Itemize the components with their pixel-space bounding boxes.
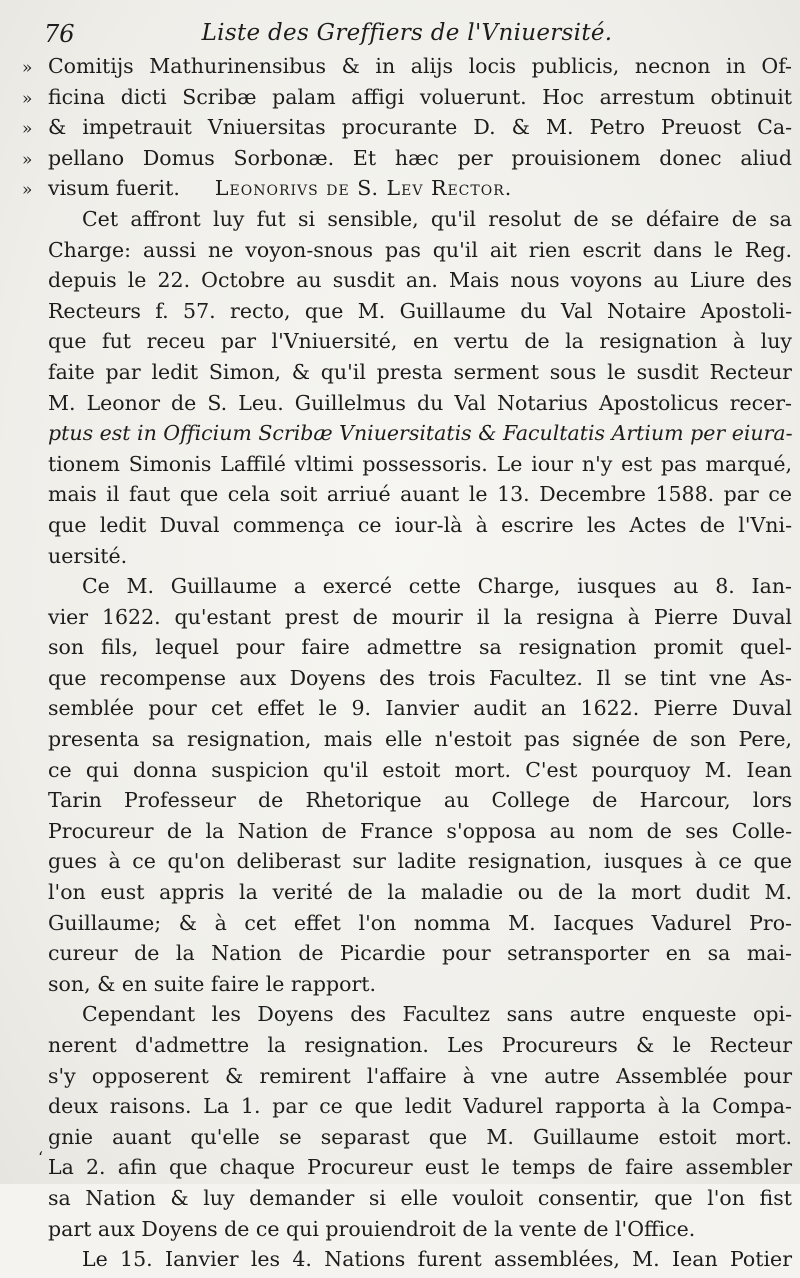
paragraph-line: l'on eust appris la verité de la maladie ou de la mort dudit M.: [48, 880, 792, 905]
quote-mark: »: [22, 119, 33, 140]
paragraph-line: son fils, lequel pour faire admettre sa resignation promit quel-: [48, 635, 792, 660]
paragraph-line: gnie auant qu'elle se separast que M. Guillaume estoit mort.: [48, 1124, 792, 1149]
paragraph-4: [22, 1247, 792, 1278]
paragraph-line: Recteurs f. 57. recto, que M. Guillaume du Val Notaire Apostoli-: [48, 298, 792, 323]
paragraph-line: deux raisons. La 1. par ce que ledit Vadurel rapporta à la Compa-: [48, 1094, 792, 1119]
paragraph-line: ptus est in Officium Scribæ Vniuersitatis & Facultatis Artium per eiura-: [48, 421, 793, 446]
page-header: [44, 14, 770, 50]
paragraph-line: son, & en suite faire le rapport.: [48, 971, 377, 996]
paragraph-line: Guillaume; & à cet effet l'on nomma M. Iacques Vadurel Pro-: [48, 910, 792, 935]
paragraph-line: Procureur de la Nation de France s'opposa au nom de ses Colle-: [48, 818, 792, 843]
quote-text: pellano Domus Sorbonæ. Et hæc per prouisionem donec aliud: [48, 145, 792, 170]
paragraph-line: sa Nation & luy demander si elle vouloit consentir, que l'on fist: [48, 1185, 792, 1210]
quote-text: Comitijs Mathurinensibus & in alijs locis publicis, necnon in Of-: [48, 54, 792, 78]
quote-line: [22, 176, 792, 207]
paragraph-line: Le 15. Ianvier les 4. Nations furent assemblées, M. Iean Potier: [82, 1247, 792, 1272]
paragraph-line: Cependant les Doyens des Facultez sans autre enqueste opi-: [82, 1002, 792, 1027]
quote-text: ficina dicti Scribæ palam affigi voluerunt. Hoc arrestum obtinuit: [48, 84, 792, 109]
paragraph-line: semblée pour cet effet le 9. Ianvier audit an 1622. Pierre Duval: [48, 696, 792, 721]
paragraph-line: Charge: aussi ne voyon-snous pas qu'il ait rien escrit dans le Reg.: [48, 237, 792, 262]
paragraph-line: part aux Doyens de ce qui prouiendroit de la vente de l'Office.: [48, 1216, 696, 1241]
paragraph-line: que recompense aux Doyens des trois Facultez. Il se tint vne As-: [48, 665, 792, 690]
quote-line: [22, 85, 792, 116]
paragraph-line: Cet affront luy fut si sensible, qu'il resolut de se défaire de sa: [82, 206, 792, 231]
quote-text: & impetrauit Vniuersitas procurante D. & M. Petro Preuost Ca-: [48, 115, 792, 140]
paragraph-line: depuis le 22. Octobre au susdit an. Mais nous voyons au Liure des: [48, 268, 792, 293]
paragraph-line: presenta sa resignation, mais elle n'estoit pas signée de son Pere,: [48, 727, 792, 752]
paragraph-line: gues à ce qu'on deliberast sur ladite resignation, iusques à ce que: [48, 849, 792, 874]
paragraph-line: M. Leonor de S. Leu. Guillelmus du Val Notarius Apostolicus recer-: [48, 390, 792, 415]
paragraph-line: cureur de la Nation de Picardie pour setransporter en sa mai-: [48, 941, 792, 966]
paragraph-line: mais il faut que cela soit arriué auant le 13. Decembre 1588. par ce: [48, 482, 792, 507]
paragraph-2: [22, 574, 792, 1002]
paragraph-line: que fut receu par l'Vniuersité, en vertu de la resignation à luy: [48, 329, 792, 354]
paragraph-1: [22, 207, 792, 574]
quote-mark: »: [22, 180, 33, 201]
quote-line: [22, 115, 792, 146]
signature-rector: Leonorivs de S. Lev Rector.: [214, 176, 513, 201]
paragraph-line: ce qui donna suspicion qu'il estoit mort. C'est pourquoy M. Iean: [48, 757, 792, 782]
paragraph-line: Tarin Professeur de Rhetorique au College de Harcour, lors: [48, 788, 792, 813]
paragraph-line: faite par ledit Simon, & qu'il presta serment sous le susdit Recteur: [48, 359, 792, 384]
quote-mark: »: [22, 149, 33, 170]
quote-line: [22, 146, 792, 177]
running-title: Liste des Greffiers de l'Vniuersité.: [201, 20, 613, 46]
quote-text: visum fuerit.: [48, 176, 180, 201]
paragraph-line: uersité.: [48, 543, 128, 568]
quote-line: [22, 54, 792, 85]
body-text: [22, 54, 792, 1278]
quote-mark: »: [22, 58, 33, 78]
page-number: 76: [44, 20, 75, 48]
paragraph-line: La 2. afin que chaque Procureur eust le temps de faire assembler: [48, 1155, 792, 1180]
paragraph-3: [22, 1002, 792, 1247]
paragraph-line: nerent d'admettre la resignation. Les Procureurs & le Recteur: [48, 1033, 792, 1057]
printer-mark: ʻ: [38, 1148, 44, 1167]
paragraph-line: que ledit Duval commença ce iour-là à escrire les Actes de l'Vni-: [48, 512, 792, 537]
quote-mark: »: [22, 88, 33, 109]
paragraph-line: tionem Simonis Laffilé vltimi possessoris. Le iour n'y est pas marqué,: [48, 451, 792, 476]
paragraph-line: vier 1622. qu'estant prest de mourir il la resigna à Pierre Duval: [48, 604, 792, 629]
paragraph-line: Ce M. Guillaume a exercé cette Charge, iusques au 8. Ian-: [82, 574, 792, 599]
paragraph-line: s'y opposerent & remirent l'affaire à vne autre Assemblée pour: [48, 1063, 792, 1088]
